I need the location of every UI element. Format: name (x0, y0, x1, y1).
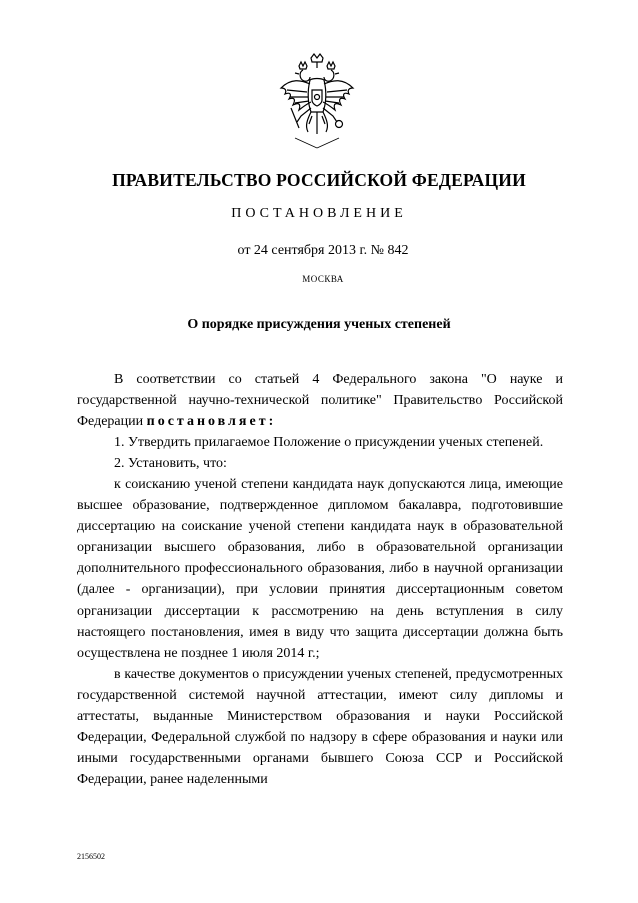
coat-of-arms-icon (277, 52, 357, 152)
document-body (77, 369, 563, 790)
government-name: ПРАВИТЕЛЬСТВО РОССИЙСКОЙ ФЕДЕРАЦИИ (112, 170, 526, 190)
city-name: МОСКВА (302, 274, 344, 284)
decree-keyword: постановляет: (146, 414, 277, 430)
document-type: ПОСТАНОВЛЕНИЕ (231, 206, 407, 221)
date-line: от 24 сентября 2013 г. № 842 (237, 243, 409, 258)
documents-paragraph: в качестве документов о присуждении ученых степеней, предусмотренных государственной системой научной аттестации, имеют силу дипломы и аттестаты, выданные Министерством образования и науки Российской Федерации, Федеральной службой по надзору в сфере образования и науки или иными государственными органами бывшего Союза ССР и Российской Федерации, ранее наделенными (77, 666, 563, 787)
item-1-paragraph: 1. Утвердить прилагаемое Положение о присуждении ученых степеней. (114, 435, 544, 451)
preamble-paragraph (77, 369, 563, 432)
document-code: 2156502 (77, 852, 105, 861)
preamble-text: В соответствии со статьей 4 Федерального закона "О науке и государственной научно-технической политике" Правительство Российской Федерации (77, 372, 563, 430)
candidates-paragraph: к соисканию ученой степени кандидата наук допускаются лица, имеющие высшее образование, подтвержденное дипломом бакалавра, подготовившие диссертацию на соискание ученой степени кандидата наук в образовательной организации высшего образования, либо в образовательной организации дополнительного профессионального образования, либо в научной организации (далее - организации), при условии принятия диссертационным советом организации диссертации к рассмотрению на день вступления в силу настоящего постановления, имея в виду что защита диссертации должна быть осуществлена не позднее 1 июля 2014 г.; (77, 477, 563, 661)
document-title: О порядке присуждения ученых степеней (187, 317, 451, 332)
item-2-paragraph: 2. Установить, что: (114, 456, 227, 472)
